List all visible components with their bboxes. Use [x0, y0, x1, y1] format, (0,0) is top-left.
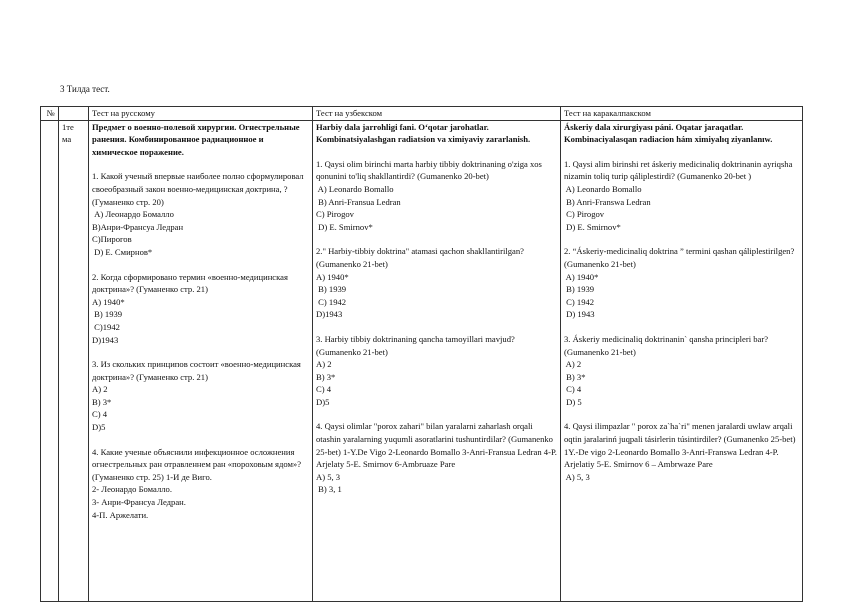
answer-option: A) Leonardo Bomallo — [316, 183, 394, 194]
answer-option: D)5 — [316, 396, 330, 407]
answer-option: A) 2 — [316, 359, 332, 370]
answer-option: D)5 — [92, 422, 106, 433]
answer-option: C) 4 — [316, 384, 332, 395]
answer-option: B) Anri-Franswa Ledran — [564, 196, 651, 207]
row-number-cell — [41, 120, 59, 601]
question-block — [92, 358, 309, 434]
answer-option: В) 3* — [92, 396, 112, 407]
answer-option: D) Е. Смирнов* — [92, 246, 153, 257]
question-text: 3. Из скольких принципов состоит «военно-медицинская доктрина»? (Гуманенко стр. 21) — [92, 359, 304, 382]
russian-cell — [89, 120, 313, 601]
answer-option: С) 4 — [92, 409, 108, 420]
question-block — [316, 158, 557, 234]
test-table — [40, 106, 803, 602]
karakalpak-cell — [561, 120, 803, 601]
answer-option: D) E. Smirnov* — [564, 221, 621, 232]
karakalpak-content — [564, 121, 799, 601]
answer-option: D) E. Smirnov* — [316, 221, 373, 232]
question-text: 4. Qaysi olimlar "porox zahari" bilan yaralarni zaharlash orqali otashin yaralarning yuqumli asoratlarini tushuntirdilar? (Gumanenko 25-bet) 1-Y.De Vigo 2-Leonardo Bomallo 3-Anri-Fransua Ledran 4-P. Arjelaty 5-E. Smirnov 6-Ambruaze Pare — [316, 421, 559, 470]
answer-option: B) 3* — [316, 371, 336, 382]
topic-heading: Harbiy dala jarrohligi fani. O‘qotar jarohatlar. Kombinatsiyalashgan radiatsion va ximiyaviy zararlanish. — [316, 121, 531, 145]
answer-option: C) 1942 — [564, 296, 595, 307]
question-block — [316, 420, 557, 496]
answer-option: D) 1943 — [564, 309, 595, 320]
question-block — [316, 245, 557, 321]
answer-option: А) Леонардо Бомалло — [92, 209, 174, 220]
answer-option: A) 1940* — [316, 271, 349, 282]
question-text: 1. Какой ученый впервые наиболее полно сформулировал своеобразный закон военно-медицинская доктрина, ? (Гуманенко стр. 20) — [92, 171, 306, 207]
answer-option: A) 2 — [564, 359, 582, 370]
answer-option: 3- Анри-Франсуа Ледран. — [92, 497, 186, 508]
question-text: 2. “Áskeriy-medicinaliq doktrina ” termini qashan qáliplestirilgen? (Gumanenko 21-bet) — [564, 246, 797, 269]
answer-option: C) 1942 — [316, 296, 347, 307]
table-row — [41, 120, 803, 601]
header-number: № — [41, 107, 59, 121]
answer-option: D) 5 — [564, 396, 582, 407]
question-text: 2. Когда сформировано термин «военно-медицинская доктрина»? (Гуманенко стр. 21) — [92, 271, 291, 295]
question-block — [92, 271, 309, 347]
uzbek-cell — [313, 120, 561, 601]
answer-option: A) 5, 3 — [316, 471, 341, 482]
header-karakalpak: Тест на каракалпакском — [561, 107, 803, 121]
answer-option: B) Anri-Fransua Ledran — [316, 196, 401, 207]
answer-option: B) 3, 1 — [316, 484, 342, 495]
answer-option: C) Pirogov — [564, 209, 605, 220]
answer-option: А) 1940* — [92, 296, 125, 307]
answer-option: D)1943 — [316, 309, 343, 320]
answer-option: В) 1939 — [92, 309, 123, 320]
question-text: 2." Harbiy-tibbiy doktrina" atamasi qachon shakllantirilgan? (Gumanenko 21-bet) — [316, 246, 527, 269]
question-text: 4. Какие ученые объяснили инфекционное осложнения огнестрельных ран отравленнем ран «пороховым ядом»? (Гуманенко стр. 25) 1-И де Виго. — [92, 446, 304, 482]
answer-option: C) Pirogov — [316, 209, 354, 220]
answer-option: A) 1940* — [564, 271, 599, 282]
uzbek-content — [316, 121, 557, 601]
question-block — [564, 333, 799, 409]
answer-option: A) Leonardo Bomallo — [564, 183, 642, 194]
document-title: 3 Тилда тест. — [60, 84, 110, 94]
question-text: 3. Harbiy tibbiy doktrinaning qancha tamoyillari mavjud? (Gumanenko 21-bet) — [316, 333, 517, 357]
header-uzbek: Тест на узбекском — [313, 107, 561, 121]
topic-heading: Áskeriy dala xirurgiyası páni. Oqatar jaraqatlar. Kombinaciyalasqan radiacion hám ximiyalıq ziyanlanıw. — [564, 121, 773, 145]
answer-option: B) 1939 — [564, 284, 595, 295]
row-index-cell — [59, 120, 89, 601]
question-block — [92, 446, 309, 522]
question-text: 1. Qaysi olim birinchi marta harbiy tibbiy doktrinaning o'ziga xos qonunini to'liq shakllantirdi? (Gumanenko 20-bet) — [316, 158, 545, 182]
question-text: 1. Qaysi alim birinshi ret áskeriy medicinaliq doktrinanin ayriqsha nizamin toliq turip qáliplestirdi? (Gumanenko 20-bet ) — [564, 158, 795, 182]
answer-option: D)1943 — [92, 334, 119, 345]
russian-content — [92, 121, 309, 601]
header-index — [59, 107, 89, 121]
question-block — [564, 158, 799, 234]
question-text: 4. Qaysi ilimpazlar " porox za`ha`ri" menen jaralardi uwlaw arqali oqtin jaralarinń juqpali tásirlerin túsintirdiler? (Gumanenko 25-bet) 1Y.-De vigo 2-Leonardo Bomallo 3-Anri-Franswa Ledran 4-P. Arjelatiy 5-E. Smirnov 6 – Ambrwaze Pare — [564, 421, 798, 470]
answer-option: С)1942 — [92, 321, 120, 332]
question-block — [316, 333, 557, 409]
topic-index-label: 1те ма — [62, 121, 74, 145]
answer-option: 2- Леонардо Бомалло. — [92, 484, 172, 495]
question-block — [92, 170, 309, 258]
answer-option: С)Пирогов — [92, 234, 132, 245]
answer-option: B) 1939 — [316, 284, 347, 295]
question-text: 3. Áskeriy medicinaliq doktrinanin` qansha principleri bar? (Gumanenko 21-bet) — [564, 333, 771, 357]
table-header-row — [41, 107, 803, 121]
question-block — [564, 420, 799, 483]
answer-option: 4-П. Аржелати. — [92, 509, 149, 520]
answer-option: А) 2 — [92, 384, 108, 395]
answer-option: C) 4 — [564, 384, 582, 395]
answer-option: A) 5, 3 — [564, 471, 590, 482]
answer-option: В)Анри-Франсуа Ледран — [92, 221, 184, 232]
topic-heading: Предмет о военно-полевой хирургии. Огнестрельные ранения. Комбинированное радиационное и химическое поражение. — [92, 121, 300, 157]
header-russian: Тест на русскому — [89, 107, 313, 121]
question-block — [564, 245, 799, 321]
answer-option: B) 3* — [564, 371, 586, 382]
